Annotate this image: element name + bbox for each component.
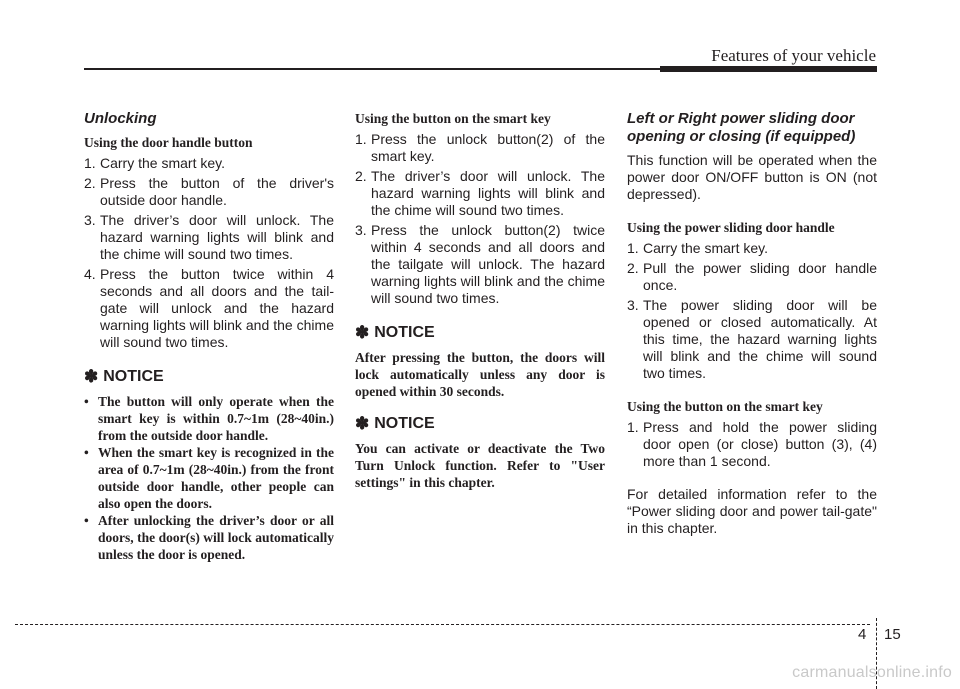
page-number: 15 bbox=[884, 626, 901, 643]
step-item: 3. The driver’s door will unlock. The hazard warning lights will blink and the chime will sound two times. bbox=[84, 212, 334, 262]
notice-label: NOTICE bbox=[103, 368, 164, 385]
footer-rule bbox=[15, 624, 870, 625]
notice-heading bbox=[355, 414, 605, 434]
bullet-item: • When the smart key is recognized in the area of 0.7~1m (28~40in.) from the front outside door handle, other people can also open the doors. bbox=[84, 445, 334, 511]
sub-title-smart-key: Using the button on the smart key bbox=[355, 111, 551, 126]
step-item: 2. Press the button of the driver's outside door handle. bbox=[84, 175, 334, 208]
notice-asterisk-icon: ✽ bbox=[355, 323, 370, 342]
step-item: 3. Press the unlock button(2) twice within 4 seconds and all doors and the tailgate will unlock. The hazard warning lights will blink and the chime will sound two times. bbox=[355, 222, 605, 306]
sub-title-sliding-handle: Using the power sliding door handle bbox=[627, 220, 835, 235]
bullet-item: • After unlocking the driver’s door or all doors, the door(s) will lock automatically unless the door is opened. bbox=[84, 513, 334, 562]
column-middle bbox=[355, 110, 605, 505]
notice-heading bbox=[84, 367, 334, 387]
notice-heading bbox=[355, 323, 605, 343]
sub-title-smart-key-sliding: Using the button on the smart key bbox=[627, 399, 823, 414]
column-right bbox=[627, 110, 877, 553]
bullet-item: • The button will only operate when the smart key is within 0.7~1m (28~40in.) from the outside door handle. bbox=[84, 394, 334, 443]
notice-text-two-turn: You can activate or deactivate the Two Turn Unlock function. Refer to "User settings" in this chapter. bbox=[355, 441, 605, 490]
notice-label: NOTICE bbox=[374, 324, 435, 341]
header-bar bbox=[660, 66, 877, 72]
step-item: 2. The driver’s door will unlock. The hazard warning lights will blink and the chime will sound two times. bbox=[355, 168, 605, 218]
watermark: carmanualsonline.info bbox=[792, 664, 952, 681]
intro-paragraph: This function will be operated when the power door ON/OFF button is ON (not depressed). bbox=[627, 152, 877, 202]
notice-asterisk-icon: ✽ bbox=[84, 367, 99, 386]
steps-smart-key-sliding bbox=[627, 419, 877, 470]
sub-title-door-handle: Using the door handle button bbox=[84, 135, 253, 150]
outro-paragraph: For detailed information refer to the “Power sliding door and power tail-gate" in this chapter. bbox=[627, 486, 877, 536]
chapter-number: 4 bbox=[858, 626, 867, 643]
notice-label: NOTICE bbox=[374, 415, 435, 432]
section-title-unlocking: Unlocking bbox=[84, 110, 157, 127]
section-title-sliding-door: Left or Right power sliding door opening or closing (if equipped) bbox=[627, 110, 856, 145]
steps-sliding-handle bbox=[627, 240, 877, 382]
step-item: 1. Press and hold the power sliding door open (or close) button (3), (4) more than 1 second. bbox=[627, 419, 877, 469]
step-item: 3. The power sliding door will be opened or closed automatically. At this time, the hazard warning lights will blink and the chime will sound two times. bbox=[627, 297, 877, 381]
notice-text-auto-lock: After pressing the button, the doors will lock automatically unless any door is opened within 30 seconds. bbox=[355, 350, 605, 399]
step-item: 1. Carry the smart key. bbox=[627, 240, 768, 256]
notice-asterisk-icon: ✽ bbox=[355, 414, 370, 433]
header-title: Features of your vehicle bbox=[711, 46, 876, 65]
step-item: 2. Pull the power sliding door handle once. bbox=[627, 260, 877, 293]
step-item: 1. Press the unlock button(2) of the smart key. bbox=[355, 131, 605, 164]
column-left bbox=[84, 110, 334, 563]
steps-door-handle bbox=[84, 155, 334, 351]
step-item: 1. Carry the smart key. bbox=[84, 155, 225, 171]
steps-smart-key bbox=[355, 131, 605, 307]
notice-bullets bbox=[84, 393, 334, 563]
step-item: 4. Press the button twice within 4 seconds and all doors and the tail-gate will unlock and the hazard warning lights will blink and the chime will sound two times. bbox=[84, 266, 334, 350]
